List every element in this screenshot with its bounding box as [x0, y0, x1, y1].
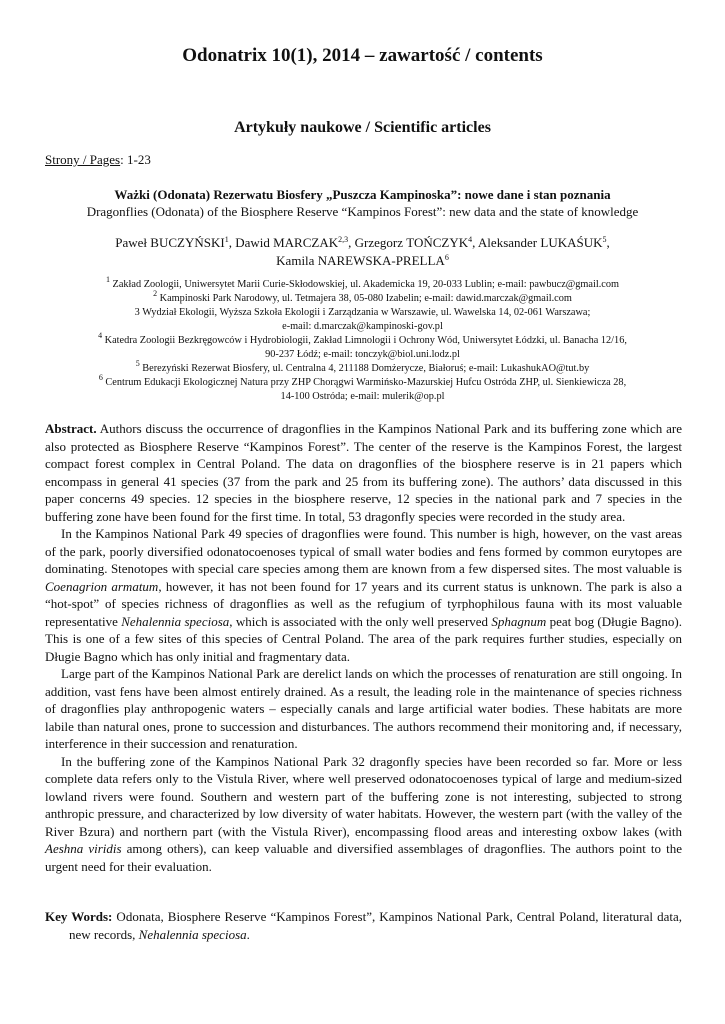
abstract-paragraph-3: Large part of the Kampinos National Park are derelict lands on which the processes of renaturation are still ongoing. In addition, vast fens have been almost entirely drained. As a result, the leading role in the maintenance of species richness of dragonflies play anthropogenic waters – especially canals and large artificial water bodies. These habitats are more labile than natural ones, prone to succession and disturbances. The authors recommend their monitoring and, if necessary, interference in their succession and renaturation. [45, 666, 682, 751]
species-name: Aeshna viridis [45, 841, 122, 856]
affiliation-2: $^2$ Kampinoski Park Narodowy, ul. Tetmajera 38, 05-080 Izabelin; e-mail: dawid.marczak@gmail.com [153, 289, 572, 304]
article-title-polish: Ważki (Odonata) Rezerwatu Biosfery „Puszcza Kampinoska”: nowe dane i stan poznania [114, 187, 611, 202]
affiliation-3: 3 Wydział Ekologii, Wyższa Szkoła Ekologii i Zarządzania w Warszawie, ul. Wawelska 14, 02-061 Warszawa; [134, 307, 591, 318]
affiliation-5: $^5$ Berezyński Rezerwat Biosfery, ul. Centralna 4, 211188 Domżerycze, Białoruś; e-mail: LukashukAO@tut.by [135, 359, 590, 374]
affiliation-6: $^6$ Centrum Edukacji Ekologicznej Natura przy ZHP Chorągwi Warmińsko-Mazurskiej Hufcu Ostróda ZHP, ul. Sienkiewicza 28, [98, 373, 627, 388]
species-name: Coenagrion armatum [45, 578, 159, 594]
author: Dawid MARCZAK$^{2,3}$, [235, 235, 355, 250]
abstract-paragraph-2: In the Kampinos National Park 49 species of dragonflies were found. This number is high, however, on the vast areas of the park, poorly diversified odonatocoenoses typical of small water bodies and fens formed by common eurytopes are dominating. Stenotopes with special care species among them are known from a few dispersed sites. The most valuable is Coenagrion armatum, however, it has not been found for 17 years and its current status is unknown. The park is also a “hot-spot” of species richness of dragonflies as well as the refugium of tyrphophilous fauna with its most valuable representative Nehalennia speciosa, which is associated with the only well preserved Sphagnum peat bog (Długie Bagno). This is one of a few sites of this species of Central Poland. The area of the park requires further studies, especially on Długie Bagno which has only initial and fragmentary data. [45, 526, 683, 664]
authors-list [30, 234, 695, 270]
affiliation-3-email: e-mail: d.marczak@kampinoski-gov.pl [282, 321, 443, 332]
author: Grzegorz TOŃCZYK$^4$, [354, 235, 478, 250]
pages-range: 1-23 [127, 152, 151, 167]
affiliation-6-cont: 14-100 Ostróda; e-mail: mulerik@op.pl [280, 391, 445, 402]
pages-label: Strony / Pages [45, 152, 121, 167]
keywords: Key Words: Odonata, Biosphere Reserve “Kampinos Forest”, Kampinos National Park, Central Poland, literatural data, new records, Nehalennia speciosa. [45, 909, 682, 942]
keywords-label: Key Words: [45, 909, 113, 924]
affiliation-1: $^1$ Zakład Zoologii, Uniwersytet Marii Curie-Skłodowskiej, ul. Akademicka 19, 20-033 Lublin; e-mail: pawbucz@gmail.com [105, 275, 620, 290]
species-name: Nehalennia speciosa [138, 926, 247, 942]
authors-line-2 [30, 252, 695, 270]
pages-line [45, 152, 151, 168]
author: Kamila NAREWSKA-PRELLA$^6$ [276, 253, 449, 268]
affiliation-4: $^4$ Katedra Zoologii Bezkręgowców i Hydrobiologii, Zakład Limnologii i Ochrony Wód, Uniwersytet Łódzki, ul. Banacha 12/16, [98, 331, 627, 346]
author: Paweł BUCZYŃSKI$^1$, [115, 235, 236, 250]
abstract-paragraph-4: In the buffering zone of the Kampinos National Park 32 dragonfly species have been recorded so far. More or less complete data refers only to the Vistula River, where well preserved odonatocoenoses typical of large and medium-sized lowland rivers were found. Southern and western part of the buffering zone is not interesting, subjected to strong anthropic pressure, and characterized by low diversity of water habitats. However, the western part (with the valley of the River Bzura) and northern part (with the Vistula River), encompassing flood areas and interesting oxbow lakes (with Aeshna viridis among others), can keep valuable and diversified assemblages of dragonflies. The authors point to the urgent need for their evaluation. [45, 753, 682, 874]
authors-line-1 [30, 234, 695, 252]
affiliations [30, 275, 695, 404]
author: Aleksander LUKAŚUK$^5$, [477, 235, 610, 250]
abstract-paragraph-1: Abstract. Authors discuss the occurrence of dragonflies in the Kampinos National Park and its buffering zone which are also protected as Biosphere Reserve “Kampinos Forest”. The center of the reserve is the Kampinos Forest, the largest compact forest complex in Central Poland. The data on dragonflies of the biosphere reserve is in 21 papers which encompass in general 41 species (37 from the park and 25 from its buffering zone). The authors’ data discussed in this paper concerns 49 species. 12 species in the biosphere reserve, 12 species in the national park and 7 species in the buffering zone have been found for the first time. In total, 53 dragonfly species were recorded in the study area. [45, 421, 682, 524]
affiliation-4-cont: 90-237 Łódź; e-mail: tonczyk@biol.uni.lodz.pl [265, 349, 460, 360]
species-name: Nehalennia speciosa [121, 613, 230, 629]
genus-name: Sphagnum [491, 613, 547, 629]
section-title: Artykuły naukowe / Scientific articles [234, 119, 491, 136]
article-title-english: Dragonflies (Odonata) of the Biosphere Reserve “Kampinos Forest”: new data and the state of knowledge [86, 204, 639, 219]
abstract-label: Abstract. [45, 421, 97, 436]
abstract [45, 420, 682, 875]
pages-separator: : [120, 152, 127, 167]
journal-title: Odonatrix 10(1), 2014 – zawartość / contents [182, 45, 543, 66]
